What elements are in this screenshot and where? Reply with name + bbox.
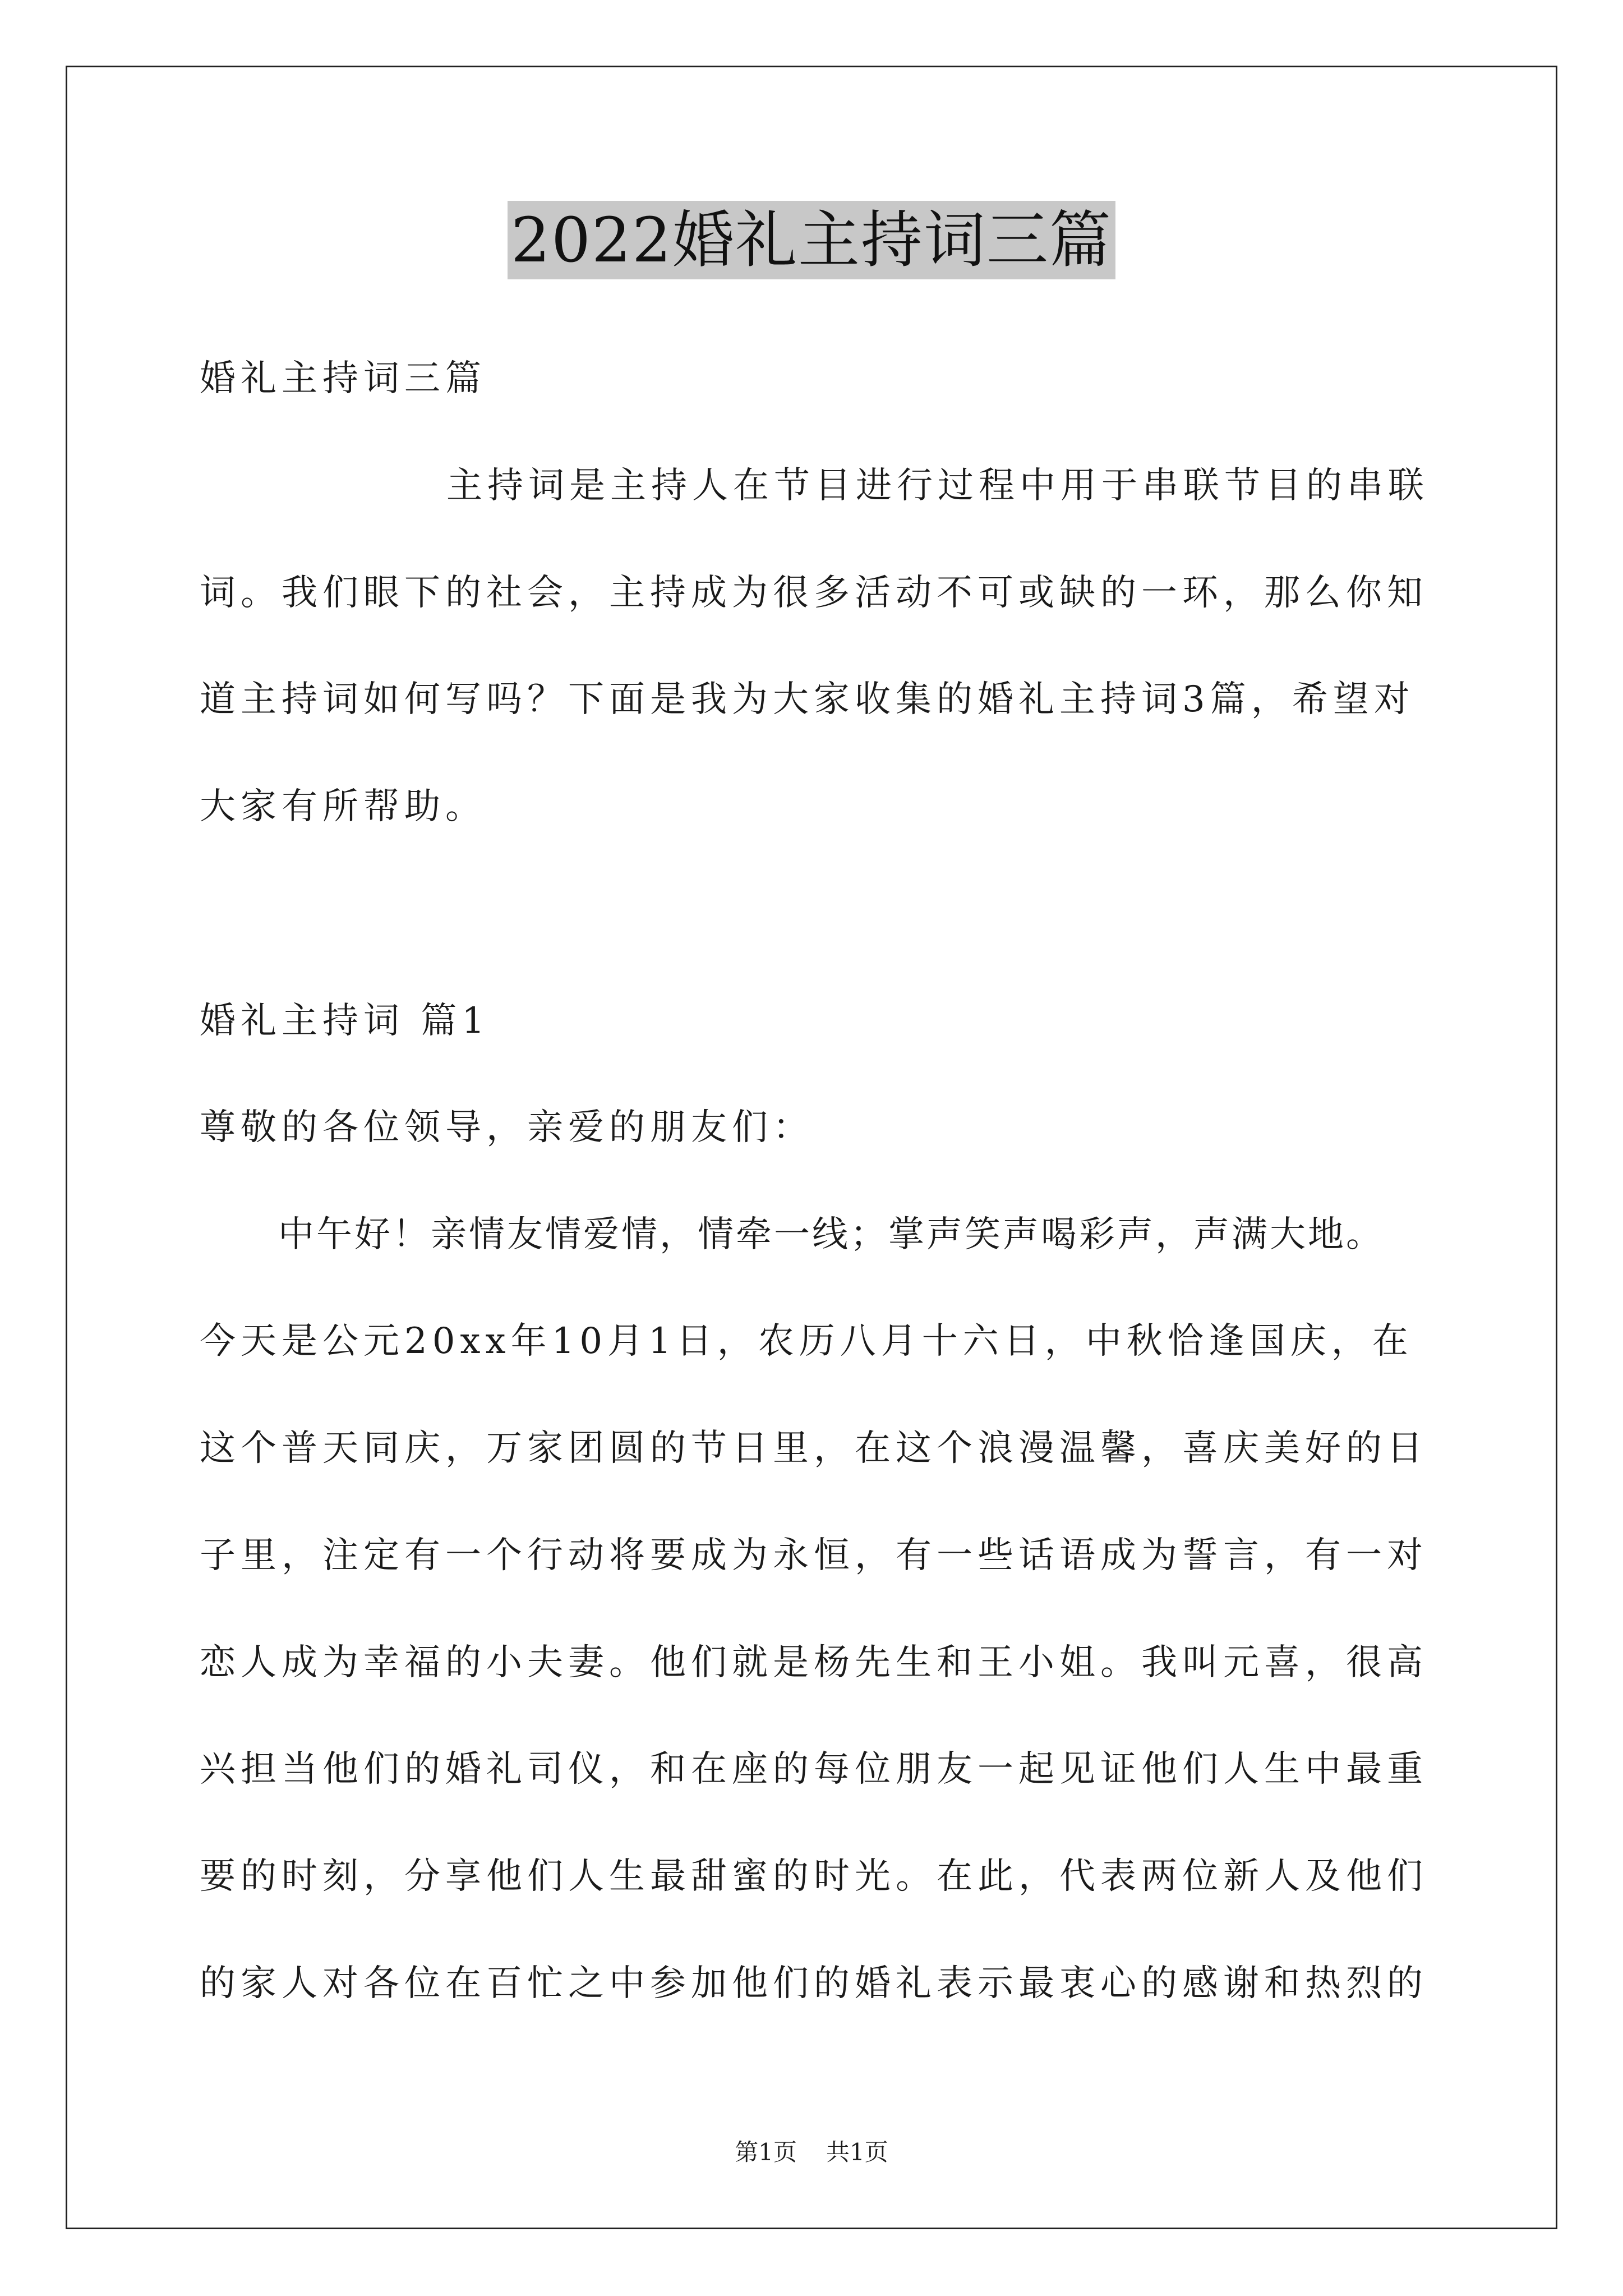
paragraph-line: 的家人对各位在百忙之中参加他们的婚礼表示最衷心的感谢和热烈的 bbox=[200, 1963, 1428, 2004]
paragraph-line: 要的时刻，分享他们人生最甜蜜的时光。在此，代表两位新人及他们 bbox=[200, 1856, 1428, 1897]
page-footer bbox=[0, 2137, 1623, 2168]
salutation-line: 尊敬的各位领导，亲爱的朋友们： bbox=[200, 1107, 814, 1148]
paragraph-line: 这个普天同庆，万家团圆的节日里，在这个浪漫温馨，喜庆美好的日 bbox=[200, 1428, 1428, 1469]
paragraph-line: 恋人成为幸福的小夫妻。他们就是杨先生和王小姐。我叫元喜，很高 bbox=[200, 1642, 1428, 1683]
paragraph-line: 今天是公元20xx年10月1日，农历八月十六日，中秋恰逢国庆，在 bbox=[200, 1320, 1413, 1362]
page-current: 第1页 bbox=[735, 2138, 797, 2166]
section-heading: 婚礼主持词三篇 bbox=[200, 358, 486, 399]
paragraph-line: 子里，注定有一个行动将要成为永恒，有一些话语成为誓言，有一对 bbox=[200, 1535, 1428, 1576]
paragraph-line: 大家有所帮助。 bbox=[200, 786, 486, 827]
document-title: 2022婚礼主持词三篇 bbox=[508, 201, 1115, 279]
title-container bbox=[0, 201, 1623, 279]
paragraph-line: 道主持词如何写吗？下面是我为大家收集的婚礼主持词3篇，希望对 bbox=[200, 679, 1415, 720]
paragraph-line: 词。我们眼下的社会，主持成为很多活动不可或缺的一环，那么你知 bbox=[200, 572, 1428, 614]
paragraph-line: 主持词是主持人在节目进行过程中用于串联节目的串联 bbox=[446, 465, 1429, 507]
page-total: 共1页 bbox=[826, 2138, 888, 2166]
paragraph-line: 兴担当他们的婚礼司仪，和在座的每位朋友一起见证他们人生中最重 bbox=[200, 1749, 1428, 1790]
section-heading: 婚礼主持词 篇1 bbox=[200, 1000, 490, 1042]
paragraph-line: 中午好！亲情友情爱情，情牵一线；掌声笑声喝彩声，声满大地。 bbox=[278, 1214, 1384, 1255]
